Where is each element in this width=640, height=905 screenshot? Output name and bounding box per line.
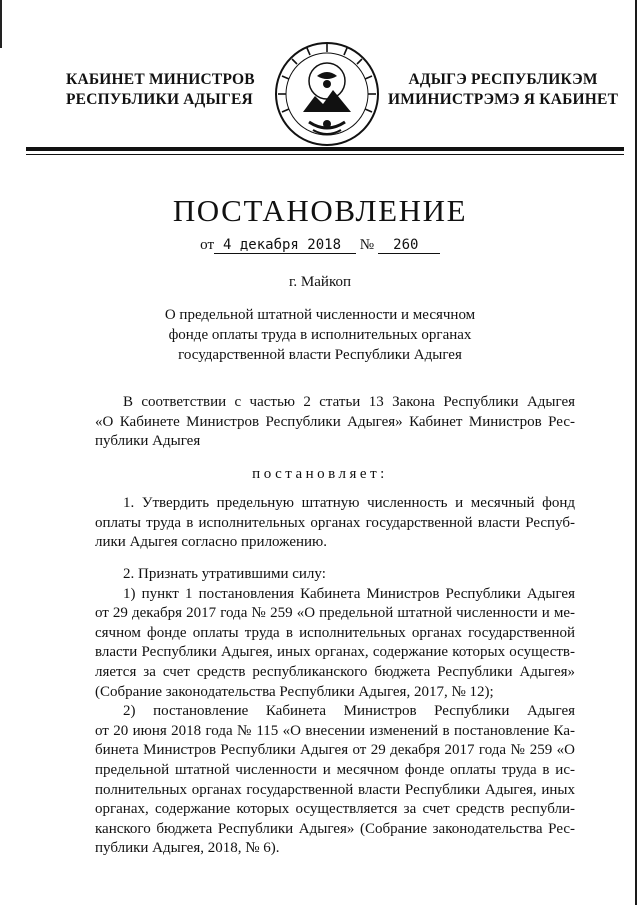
header-divider-thick	[26, 147, 624, 151]
date-prefix: от	[200, 237, 215, 253]
item-2-line: органах, содержание которых осуществляется за счет средств республи-	[95, 801, 575, 818]
item-2-line: власти Республики Адыгея, иных органах, содержание которых осуществ-	[95, 644, 575, 661]
document-subject: О предельной штатной численности и месячном фонде оплаты труда в исполнительных органах государственной власти Республики Адыгея	[164, 307, 476, 363]
item-2-line: 1) пункт 1 постановления Кабинета Министров Республики Адыгея	[123, 585, 575, 602]
document-title: ПОСТАНОВЛЕНИЕ	[172, 193, 468, 228]
item-2-line: предельной штатной численности и месячном фонде оплаты труда в ис-	[95, 761, 575, 778]
item-2-line: полнительных органах государственной власти Республики Адыгея, иных	[95, 781, 575, 798]
preamble-line: «О Кабинете Министров Республики Адыгея» Кабинет Министров Рес-	[95, 413, 575, 430]
scan-edge-right	[635, 0, 637, 905]
resolves-word: постановляет:	[252, 466, 388, 482]
item-1-paragraph	[95, 494, 575, 553]
item-1-line: оплаты труда в исполнительных органах государственной власти Респуб-	[95, 514, 575, 531]
item-2-line: публики Адыгея, 2018, № 6).	[95, 840, 280, 857]
item-1-line: лики Адыгея согласно приложению.	[95, 534, 328, 551]
number-label: №	[359, 237, 375, 253]
item-2-line: бинета Министров Республики Адыгея от 29 декабря 2017 года № 259 «О	[95, 742, 575, 759]
coat-of-arms-icon	[273, 40, 381, 148]
item-2-line: от 29 декабря 2017 года № 259 «О предельной штатной численности и ме-	[95, 605, 575, 622]
place-of-issue: г. Майкоп	[288, 274, 352, 290]
preamble-line: В соответствии с частью 2 статьи 13 Закона Республики Адыгея	[123, 394, 575, 410]
preamble-line: публики Адыгея	[95, 433, 201, 450]
item-2-line: сячном фонде оплаты труда в исполнительных органах государственной	[95, 624, 575, 641]
item-2-line: (Собрание законодательства Республики Адыгея, 2017, № 12);	[95, 683, 494, 700]
header-issuer-ru: КАБИНЕТ МИНИСТРОВ РЕСПУБЛИКИ АДЫГЕЯ	[66, 71, 255, 108]
item-2-paragraph	[95, 565, 575, 859]
header-issuer-ady: АДЫГЭ РЕСПУБЛИКЭМ ИМИНИСТРЭМЭ Я КАБИНЕТ	[388, 71, 619, 108]
header-divider-thin	[26, 154, 624, 155]
date-number-line	[0, 237, 640, 254]
item-2-line: ляется за счет средств республиканского бюджета Республики Адыгея»	[95, 663, 575, 680]
preamble-paragraph	[95, 393, 575, 452]
item-2-line: 2) постановление Кабинета Министров Республики Адыгея	[123, 703, 575, 720]
scan-edge-left	[0, 0, 2, 48]
document-number: 260	[378, 237, 440, 254]
item-1-line: 1. Утвердить предельную штатную численность и месячный фонд	[123, 495, 575, 511]
item-2-line: от 20 июня 2018 года № 115 «О внесении изменений в постановление Ка-	[95, 722, 575, 739]
date-value: 4 декабря 2018	[214, 237, 356, 254]
item-2-line: канского бюджета Республики Адыгея» (Собрание законодательства Рес-	[95, 820, 575, 837]
item-2-line: 2. Признать утратившими силу:	[123, 566, 326, 582]
